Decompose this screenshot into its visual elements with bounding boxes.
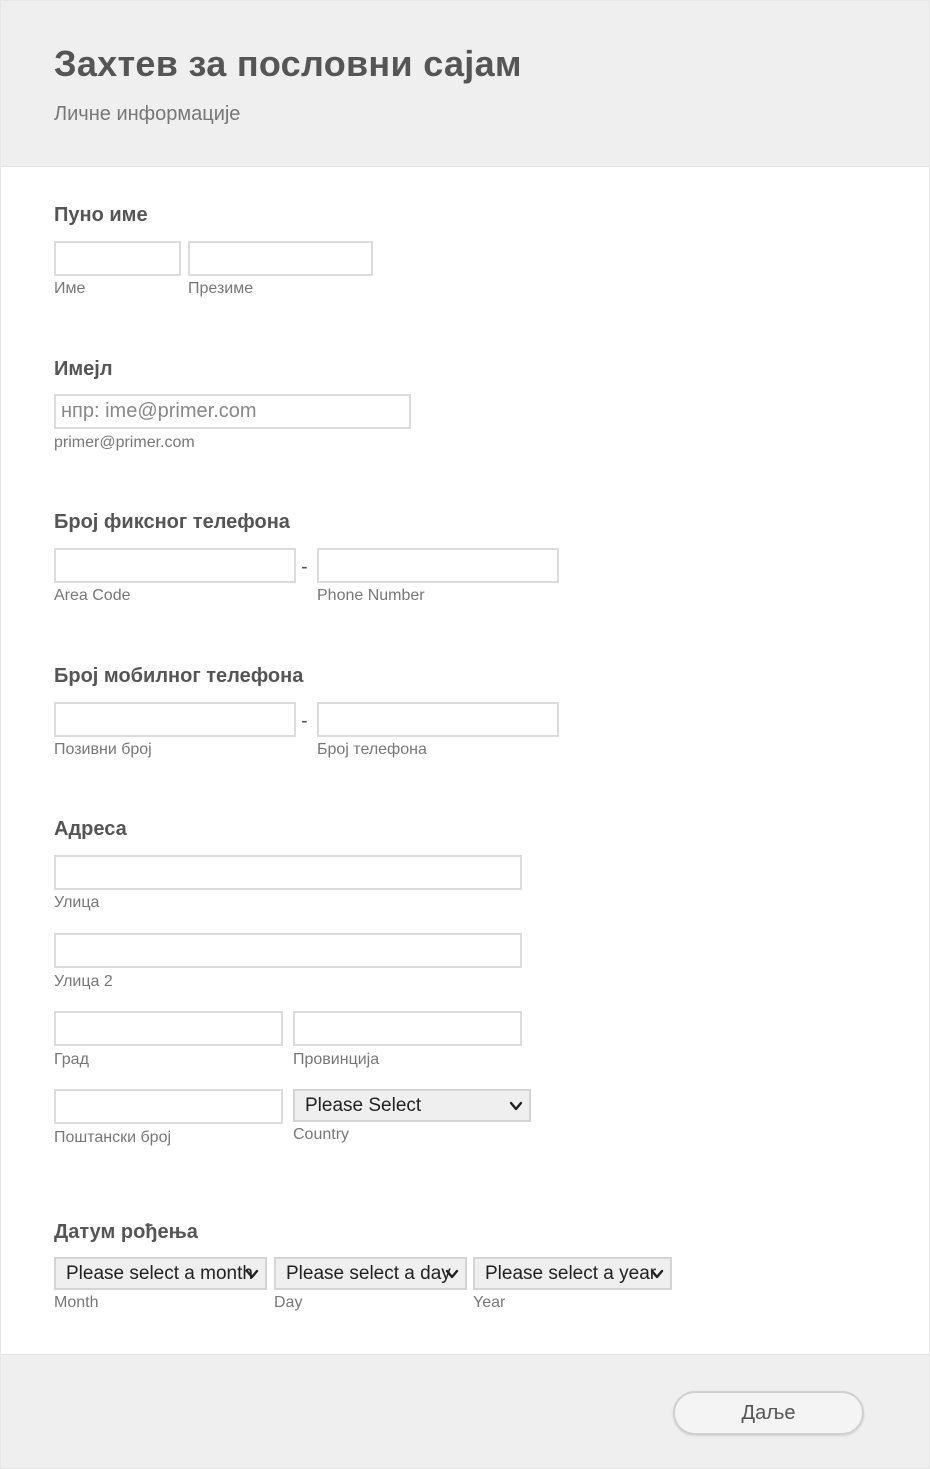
first-name-sublabel: Име	[54, 280, 86, 297]
birth-day-value: Please select a day	[286, 1263, 451, 1284]
birth-month-sublabel: Month	[54, 1294, 99, 1311]
email-label: Имејл	[54, 358, 113, 380]
chevron-down-icon	[245, 1267, 259, 1281]
landline-area-code-sublabel: Area Code	[54, 587, 131, 604]
mobile-area-code-input[interactable]	[54, 702, 296, 737]
email-sublabel: primer@primer.com	[54, 434, 195, 451]
form-subtitle: Личне информације	[54, 103, 241, 125]
first-name-input[interactable]	[54, 241, 181, 276]
street-input[interactable]	[54, 855, 522, 890]
full-name-label: Пуно име	[54, 204, 148, 226]
birth-day-select[interactable]	[274, 1257, 467, 1290]
mobile-number-input[interactable]	[317, 702, 559, 737]
birth-month-select[interactable]	[54, 1257, 267, 1290]
landline-area-code-input[interactable]	[54, 548, 296, 583]
birth-date-label: Датум рођења	[54, 1221, 198, 1243]
mobile-number-sublabel: Број телефона	[317, 741, 427, 758]
chevron-down-icon	[445, 1267, 459, 1281]
birth-year-value: Please select a year	[485, 1263, 657, 1284]
mobile-area-code-sublabel: Позивни број	[54, 741, 152, 758]
birth-month-value: Please select a month	[66, 1263, 253, 1284]
province-sublabel: Провинција	[293, 1051, 380, 1068]
mobile-separator: -	[301, 710, 308, 732]
country-select[interactable]	[293, 1089, 531, 1122]
postal-code-input[interactable]	[54, 1089, 283, 1124]
landline-number-sublabel: Phone Number	[317, 587, 425, 604]
city-input[interactable]	[54, 1011, 283, 1046]
country-select-value: Please Select	[305, 1095, 422, 1116]
landline-number-input[interactable]	[317, 548, 559, 583]
last-name-input[interactable]	[188, 241, 373, 276]
email-input[interactable]	[54, 394, 411, 429]
birth-year-select[interactable]	[473, 1257, 672, 1290]
landline-label: Број фиксног телефона	[54, 511, 290, 533]
chevron-down-icon	[509, 1099, 523, 1113]
mobile-label: Број мобилног телефона	[54, 665, 304, 687]
street2-sublabel: Улица 2	[54, 973, 113, 990]
form-header	[1, 1, 929, 167]
postal-code-sublabel: Поштански број	[54, 1129, 172, 1146]
street2-input[interactable]	[54, 933, 522, 968]
birth-day-sublabel: Day	[274, 1294, 303, 1311]
chevron-down-icon	[650, 1267, 664, 1281]
next-button[interactable]: Даље	[673, 1391, 864, 1435]
country-sublabel: Country	[293, 1126, 350, 1143]
address-label: Адреса	[54, 818, 127, 840]
landline-separator: -	[301, 556, 308, 578]
last-name-sublabel: Презиме	[188, 280, 254, 297]
province-input[interactable]	[293, 1011, 522, 1046]
form-title: Захтев за пословни сајам	[54, 43, 522, 84]
city-sublabel: Град	[54, 1051, 89, 1068]
form-footer	[1, 1354, 929, 1468]
street-sublabel: Улица	[54, 894, 100, 911]
birth-year-sublabel: Year	[473, 1294, 506, 1311]
